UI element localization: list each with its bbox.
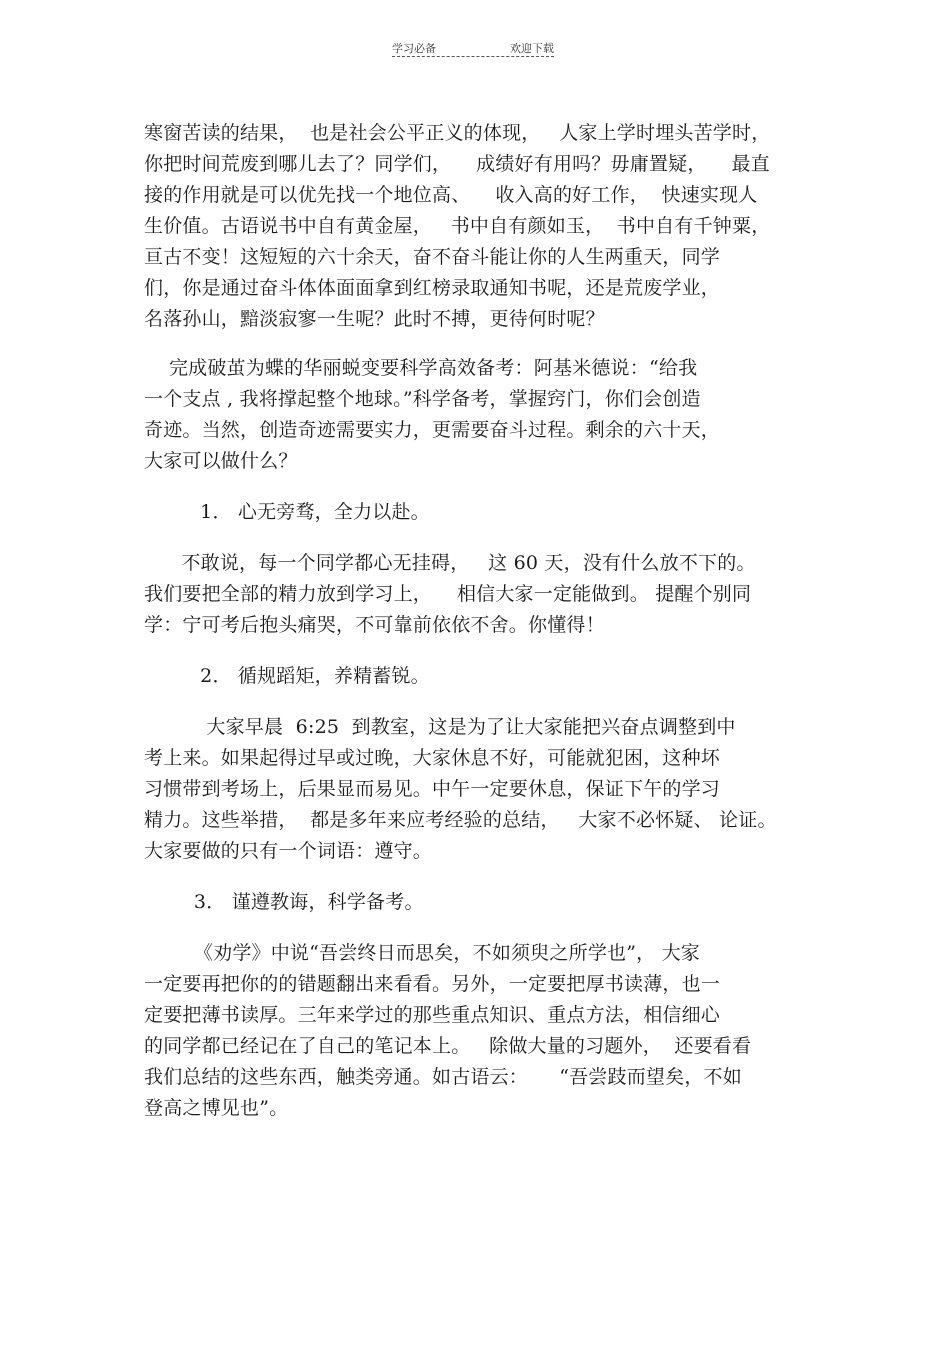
text-line: 不敢说，每一个同学都心无挂碍， 这 60 天，没有什么放不下的。 bbox=[144, 552, 756, 574]
text-line: 我们要把全部的精力放到学习上， 相信大家一定能做到。 提醒个别同 bbox=[144, 583, 752, 605]
text-line: 考上来。如果起得过早或过晚，大家休息不好，可能就犯困，这种坏 bbox=[144, 747, 721, 769]
text-line: 亘古不变！这短短的六十余天，奋不奋斗能让你的人生两重天，同学 bbox=[144, 246, 721, 268]
heading-line: 1． 心无旁骛，全力以赴。 bbox=[144, 501, 430, 523]
heading-line: 3． 谨遵教诲，科学备考。 bbox=[144, 891, 424, 913]
text-line: 学：宁可考后抱头痛哭，不可靠前依依不舍。你懂得！ bbox=[144, 614, 605, 636]
header-left-text: 学习必备 bbox=[392, 42, 436, 55]
paragraph-4 bbox=[144, 712, 824, 867]
text-line: 大家早晨 6:25 到教室，这是为了让大家能把兴奋点调整到中 bbox=[144, 716, 736, 738]
text-line: 定要把薄书读厚。三年来学过的那些重点知识、重点方法，相信细心 bbox=[144, 1004, 721, 1026]
text-line: 一个支点 , 我将撑起整个地球。”科学备考，掌握窍门，你们会创造 bbox=[144, 388, 701, 410]
text-line: 大家要做的只有一个词语：遵守。 bbox=[144, 840, 433, 862]
text-line: 接的作用就是可以优先找一个地位高、 收入高的好工作， 快速实现人 bbox=[144, 184, 758, 206]
text-line: 完成破茧为蝶的华丽蜕变要科学高效备考：阿基米德说：“给我 bbox=[144, 357, 698, 379]
paragraph-3 bbox=[144, 548, 824, 641]
paragraph-5 bbox=[144, 938, 824, 1124]
page-header bbox=[392, 38, 554, 57]
text-line: 《劝学》中说“吾尝终日而思矣，不如须臾之所学也”， 大家 bbox=[144, 942, 700, 964]
heading-line: 2． 循规蹈矩，养精蓄锐。 bbox=[144, 665, 430, 687]
text-line: 名落孙山，黯淡寂寥一生呢？此时不搏，更待何时呢？ bbox=[144, 308, 605, 330]
text-line: 们，你是通过奋斗体体面面拿到红榜录取通知书呢，还是荒废学业， bbox=[144, 277, 721, 299]
paragraph-1 bbox=[144, 118, 824, 335]
text-line: 一定要再把你的的错题翻出来看看。另外，一定要把厚书读薄，也一 bbox=[144, 973, 721, 995]
section-heading-1 bbox=[144, 497, 824, 528]
text-line: 奇迹。当然，创造奇迹需要实力，更需要奋斗过程。剩余的六十天， bbox=[144, 419, 721, 441]
text-line: 习惯带到考场上，后果显而易见。中午一定要休息，保证下午的学习 bbox=[144, 778, 721, 800]
section-heading-2 bbox=[144, 661, 824, 692]
section-heading-3 bbox=[144, 887, 824, 918]
paragraph-2 bbox=[144, 353, 824, 477]
text-line: 生价值。古语说书中自有黄金屋， 书中自有颜如玉， 书中自有千钟粟， bbox=[144, 215, 771, 237]
text-line: 你把时间荒废到哪儿去了？同学们， 成绩好有用吗？毋庸置疑， 最直 bbox=[144, 153, 770, 175]
text-line: 大家可以做什么？ bbox=[144, 450, 298, 472]
text-line: 的同学都已经记在了自己的笔记本上。 除做大量的习题外， 还要看看 bbox=[144, 1035, 752, 1057]
text-line: 登高之博见也”。 bbox=[144, 1097, 289, 1119]
text-line: 我们总结的这些东西，触类旁通。如古语云： “吾尝跂而望矣，不如 bbox=[144, 1066, 742, 1088]
text-line: 寒窗苦读的结果， 也是社会公平正义的体现， 人家上学时埋头苦学时， bbox=[144, 122, 771, 144]
text-line: 精力。这些举措， 都是多年来应考经验的总结， 大家不必怀疑、 论证。 bbox=[144, 809, 777, 831]
document-body bbox=[144, 118, 824, 1124]
header-right-text: 欢迎下载 bbox=[510, 42, 554, 55]
